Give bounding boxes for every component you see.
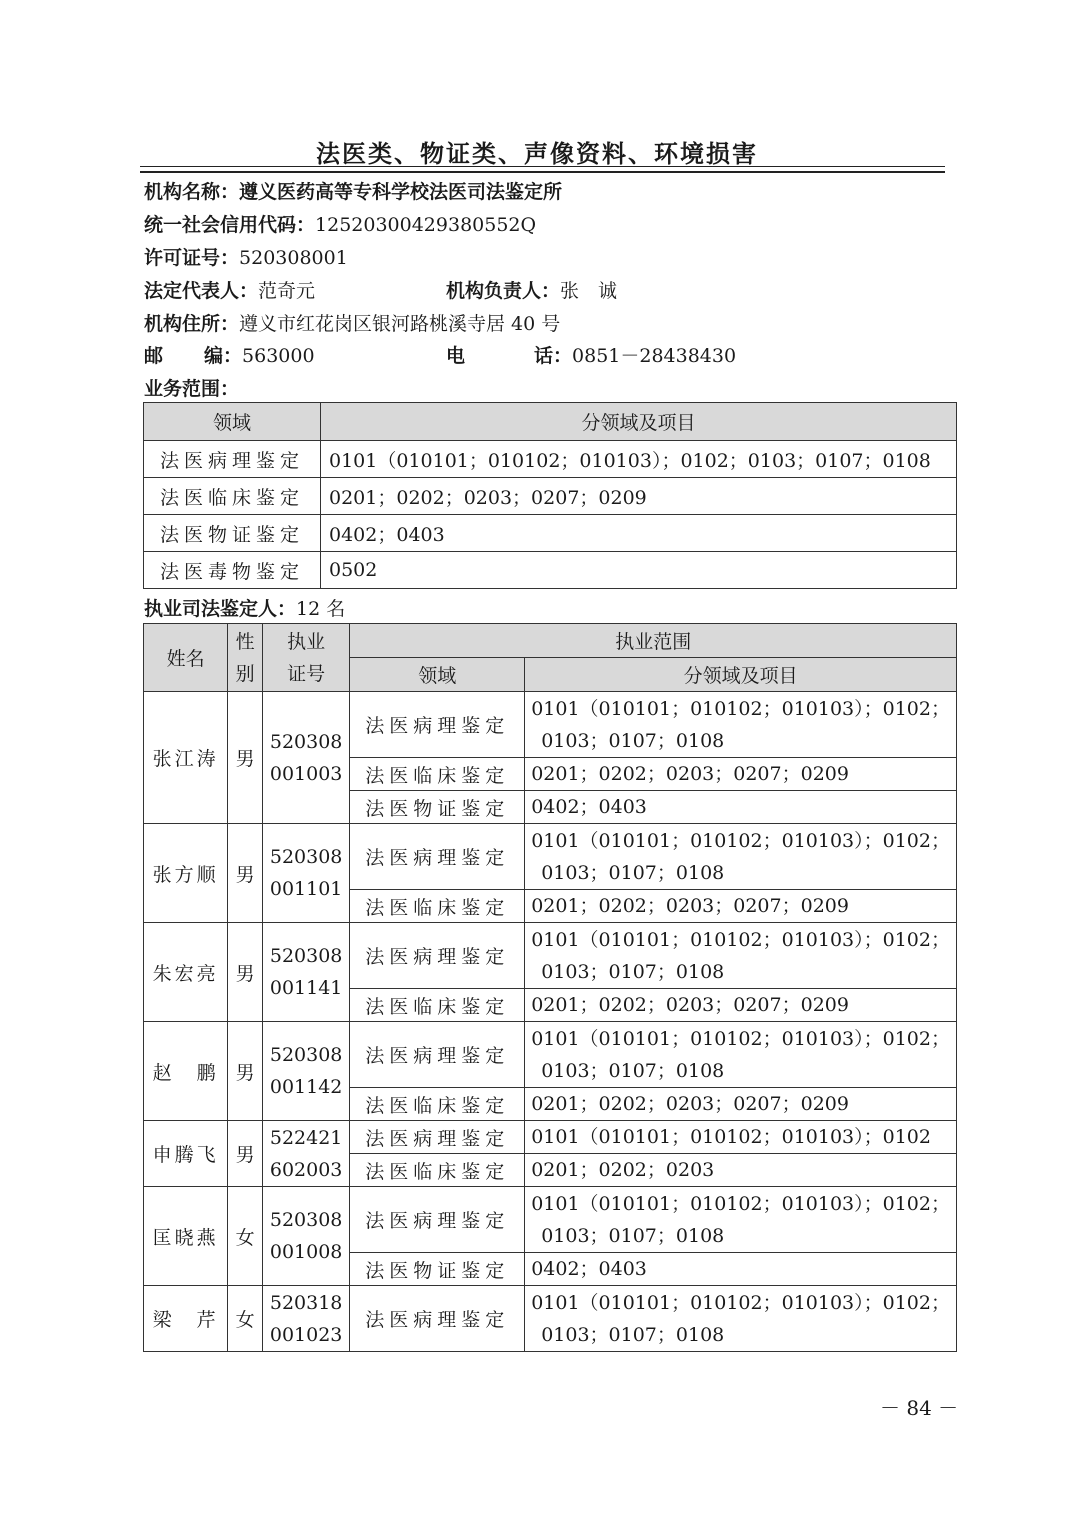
staff-cert-1: 520308 [269, 945, 343, 967]
staff-proj [525, 758, 957, 791]
staff-cert [262, 1121, 350, 1187]
staff-proj-line-1: 0101（010101；010102；010103）；0102； [531, 1027, 950, 1050]
org-name: 遵义医药高等专科学校法医司法鉴定所 [239, 181, 563, 203]
scope-row [144, 478, 957, 515]
staff-table [143, 623, 957, 1352]
staff-proj-line-2: 0103；0107；0108 [541, 1059, 725, 1082]
business-scope-table [143, 402, 957, 589]
staff-proj-line-1: 0101（010101；010102；010103）；0102； [531, 829, 950, 852]
scope-field: 法医物证鉴定 [144, 515, 321, 552]
staff-proj-line-1: 0201；0202；0203；0207；0209 [531, 895, 849, 917]
staff-field: 法医病理鉴定 [350, 692, 525, 758]
staff-cert-1: 520308 [269, 1044, 343, 1066]
staff-header-proj: 分领域及项目 [525, 658, 957, 692]
staff-cert-2: 001101 [269, 878, 343, 900]
staff-proj-line-2: 0103；0107；0108 [541, 1323, 725, 1346]
staff-header-cert-1: 执业 [287, 630, 326, 653]
scope-proj: 0201；0202；0203；0207；0209 [321, 478, 957, 515]
scope-proj: 0402；0403 [321, 515, 957, 552]
staff-name: 梁 芹 [144, 1286, 228, 1352]
staff-field: 法医物证鉴定 [350, 1253, 525, 1286]
staff-cert [262, 1022, 350, 1121]
staff-field: 法医病理鉴定 [350, 1022, 525, 1088]
staff-proj-line-2: 0103；0107；0108 [541, 1224, 725, 1247]
staff-proj [525, 1121, 957, 1154]
org-scope-line [144, 377, 239, 401]
scope-proj: 0101（010101；010102；010103）；0102；0103；0107；0108 [321, 441, 957, 478]
scope-header-field: 领域 [144, 403, 321, 441]
staff-gender: 男 [228, 1121, 263, 1187]
staff-field: 法医病理鉴定 [350, 1187, 525, 1253]
org-credit-label: 统一社会信用代码： [144, 214, 316, 236]
staff-field: 法医物证鉴定 [350, 791, 525, 824]
staff-proj-line-1: 0101（010101；010102；010103）；0102； [531, 928, 950, 951]
org-addr-line [144, 312, 560, 336]
staff-count-line [144, 597, 345, 621]
staff-header-gender-2: 别 [235, 662, 255, 685]
staff-gender: 女 [228, 1187, 263, 1286]
org-license-label: 许可证号： [144, 247, 240, 269]
scope-row [144, 515, 957, 552]
page-number: － 84 － [880, 1396, 959, 1420]
staff-proj [525, 1022, 957, 1088]
staff-proj-line-1: 0201；0202；0203 [531, 1159, 715, 1181]
org-head: 张 诚 [560, 280, 618, 302]
staff-cert-1: 520308 [269, 846, 343, 868]
staff-gender: 男 [228, 824, 263, 923]
staff-gender: 男 [228, 1022, 263, 1121]
staff-cert-2: 602003 [269, 1158, 343, 1181]
staff-header-scope: 执业范围 [350, 624, 957, 658]
scope-row [144, 441, 957, 478]
staff-proj-line-2: 0103；0107；0108 [541, 861, 725, 884]
scope-proj: 0502 [321, 552, 957, 589]
staff-proj-line-1: 0402；0403 [531, 796, 647, 818]
org-addr-label: 机构住所： [144, 313, 240, 335]
staff-proj-line-2: 0103；0107；0108 [541, 729, 725, 752]
header-rule-thick [140, 171, 945, 173]
org-addr: 遵义市红花岗区银河路桃溪寺居 40 号 [239, 313, 561, 335]
org-credit-line [144, 213, 536, 237]
staff-header-field: 领域 [350, 658, 525, 692]
staff-proj-line-2: 0103；0107；0108 [541, 960, 725, 983]
staff-field: 法医临床鉴定 [350, 758, 525, 791]
staff-proj-line-1: 0201；0202；0203；0207；0209 [531, 994, 849, 1016]
staff-field: 法医病理鉴定 [350, 1286, 525, 1352]
staff-count-label: 执业司法鉴定人： [144, 598, 297, 620]
staff-proj-line-1: 0101（010101；010102；010103）；0102 [531, 1126, 931, 1148]
staff-field: 法医临床鉴定 [350, 1088, 525, 1121]
staff-proj-line-1: 0402；0403 [531, 1258, 647, 1280]
staff-row [144, 692, 957, 758]
staff-proj [525, 1088, 957, 1121]
org-post: 563000 [242, 345, 315, 367]
staff-field: 法医临床鉴定 [350, 1154, 525, 1187]
staff-proj [525, 1154, 957, 1187]
staff-gender: 女 [228, 1286, 263, 1352]
org-head-label: 机构负责人： [446, 280, 561, 302]
staff-proj [525, 890, 957, 923]
staff-cert-2: 001003 [269, 762, 343, 785]
org-tel: 0851－28438430 [572, 345, 737, 367]
staff-proj [525, 1253, 957, 1286]
staff-proj [525, 791, 957, 824]
staff-row [144, 1187, 957, 1253]
staff-header-cert [262, 624, 350, 692]
org-license: 520308001 [239, 247, 348, 269]
staff-cert-2: 001023 [269, 1323, 343, 1346]
staff-cert-1: 522421 [269, 1126, 343, 1149]
org-tel-label-2: 话： [534, 345, 573, 367]
staff-cert [262, 1286, 350, 1352]
staff-name: 匡晓燕 [144, 1187, 228, 1286]
staff-gender: 男 [228, 692, 263, 824]
staff-cert [262, 824, 350, 923]
staff-cert [262, 923, 350, 1022]
staff-row [144, 923, 957, 989]
staff-proj-line-1: 0101（010101；010102；010103）；0102； [531, 1192, 950, 1215]
staff-proj [525, 1286, 957, 1352]
org-head-line [446, 279, 617, 303]
org-post-label-1: 邮 [144, 345, 164, 367]
staff-name: 赵 鹏 [144, 1022, 228, 1121]
staff-proj [525, 1187, 957, 1253]
org-rep-line [144, 279, 315, 303]
org-rep-label: 法定代表人： [144, 280, 259, 302]
staff-field: 法医临床鉴定 [350, 989, 525, 1022]
org-post-label-2: 编： [204, 345, 243, 367]
staff-row [144, 1121, 957, 1154]
scope-header-proj: 分领域及项目 [321, 403, 957, 441]
org-name-line [144, 180, 562, 204]
staff-cert [262, 692, 350, 824]
org-rep: 范奇元 [258, 280, 316, 302]
org-scope-label: 业务范围： [144, 378, 240, 400]
staff-cert-2: 001141 [269, 977, 343, 999]
staff-proj [525, 692, 957, 758]
staff-cert-2: 001142 [269, 1076, 343, 1098]
staff-cert-2: 001008 [269, 1241, 343, 1263]
scope-field: 法医临床鉴定 [144, 478, 321, 515]
staff-proj [525, 923, 957, 989]
org-post-line [144, 344, 315, 368]
staff-field: 法医临床鉴定 [350, 890, 525, 923]
staff-row [144, 1022, 957, 1088]
staff-gender: 男 [228, 923, 263, 1022]
staff-row [144, 1286, 957, 1352]
staff-name: 张方顺 [144, 824, 228, 923]
scope-field: 法医病理鉴定 [144, 441, 321, 478]
org-name-label: 机构名称： [144, 181, 240, 203]
page-header-title: 法医类、物证类、声像资料、环境损害 [316, 140, 758, 168]
org-tel-line [446, 344, 736, 368]
scope-field: 法医毒物鉴定 [144, 552, 321, 589]
staff-header-gender [228, 624, 263, 692]
staff-proj [525, 824, 957, 890]
org-license-line [144, 246, 348, 270]
header-rule [140, 166, 945, 167]
staff-name: 朱宏亮 [144, 923, 228, 1022]
staff-field: 法医病理鉴定 [350, 1121, 525, 1154]
scope-row [144, 552, 957, 589]
staff-header-name: 姓名 [144, 624, 228, 692]
staff-field: 法医病理鉴定 [350, 923, 525, 989]
staff-field: 法医病理鉴定 [350, 824, 525, 890]
staff-cert [262, 1187, 350, 1286]
staff-proj-line-1: 0201；0202；0203；0207；0209 [531, 763, 849, 785]
org-credit: 12520300429380552Q [315, 214, 537, 236]
staff-cert-1: 520308 [269, 730, 343, 753]
staff-proj-line-1: 0201；0202；0203；0207；0209 [531, 1093, 849, 1115]
staff-proj-line-1: 0101（010101；010102；010103）；0102； [531, 1291, 950, 1314]
staff-proj-line-1: 0101（010101；010102；010103）；0102； [531, 697, 950, 720]
staff-header-cert-2: 证号 [287, 662, 326, 685]
staff-proj [525, 989, 957, 1022]
staff-count: 12 名 [296, 598, 346, 620]
org-tel-label-1: 电 [446, 345, 466, 367]
staff-name: 张江涛 [144, 692, 228, 824]
staff-cert-1: 520318 [269, 1291, 343, 1314]
staff-cert-1: 520308 [269, 1209, 343, 1231]
staff-header-gender-1: 性 [235, 630, 255, 653]
staff-row [144, 824, 957, 890]
staff-name: 申腾飞 [144, 1121, 228, 1187]
